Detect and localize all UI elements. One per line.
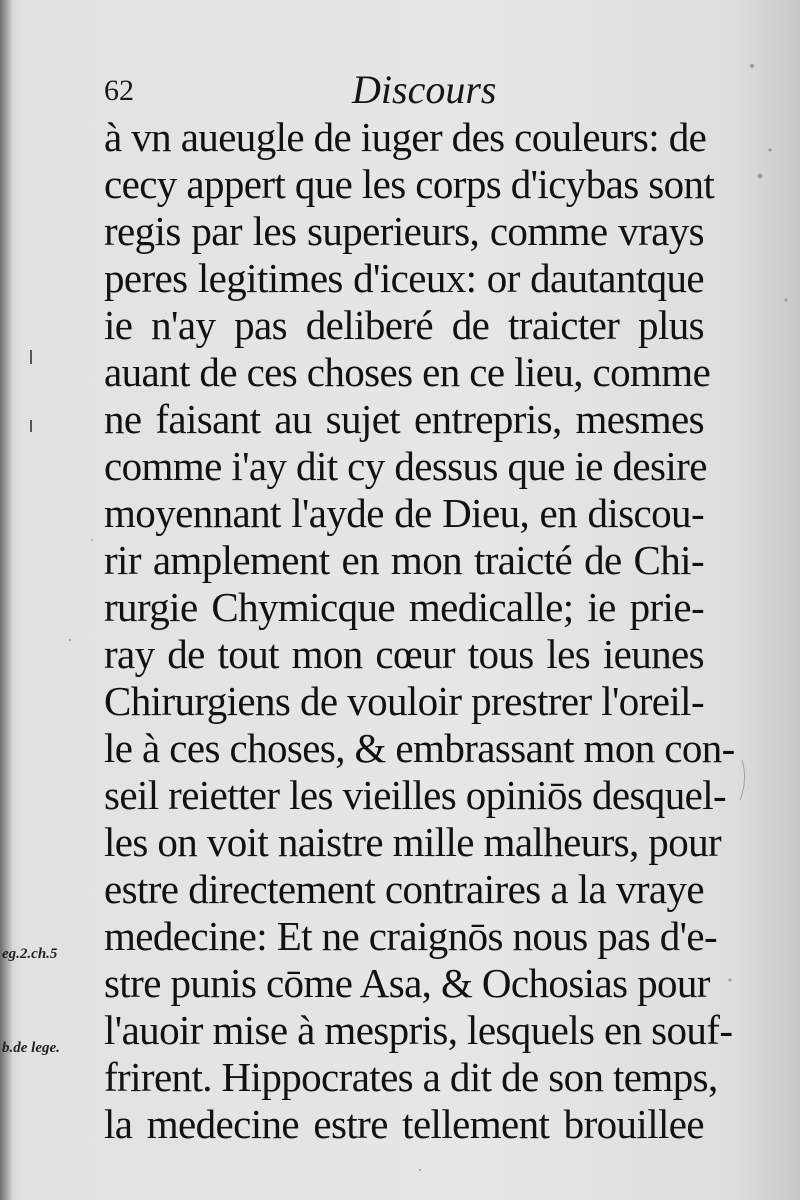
text-line: auant de ces choses en ce lieu, comme <box>104 349 711 395</box>
text-line: la medecine estre tellement brouillee <box>104 1101 704 1147</box>
text-line: ray de tout mon cœur tous les ieunes <box>104 631 704 677</box>
text-line: moyennant l'ayde de Dieu, en discou- <box>104 490 704 536</box>
running-head <box>0 66 800 116</box>
page-number: 62 <box>104 74 134 107</box>
text-line: rir amplement en mon traicté de Chi- <box>104 537 704 583</box>
text-line: rurgie Chymicque medicalle; ie prie- <box>104 584 704 630</box>
text-line: cecy appert que les corps d'icybas sont <box>104 161 715 207</box>
text-line: frirent. Hippocrates a dit de son temps, <box>104 1054 718 1100</box>
text-line: à vn aueugle de iuger des couleurs: de <box>104 114 707 160</box>
text-line: ie n'ay pas deliberé de traicter plus <box>104 302 704 348</box>
text-line: les on voit naistre mille malheurs, pour <box>104 819 722 865</box>
margin-ink-marks <box>30 350 34 470</box>
running-title: Discours <box>352 67 497 112</box>
text-line: Chirurgiens de vouloir prestrer l'oreil- <box>104 678 704 724</box>
text-line: regis par les superieurs, comme vrays <box>104 208 704 254</box>
text-line: ne faisant au sujet entrepris, mesmes <box>104 396 704 442</box>
text-line: comme i'ay dit cy dessus que ie desire <box>104 443 707 489</box>
body-text <box>104 114 735 1148</box>
text-line: l'auoir mise à mespris, lesquels en souf- <box>104 1007 733 1053</box>
marginal-note: b.de lege. <box>2 1040 60 1056</box>
text-line: peres legitimes d'iceux: or dautantque <box>104 255 704 301</box>
text-line: seil reietter les vieilles opiniōs desquel- <box>104 772 727 818</box>
marginal-note: eg.2.ch.5 <box>2 946 58 962</box>
text-line: medecine: Et ne craignōs nous pas d'e- <box>104 913 718 959</box>
text-line: le à ces choses, & embrassant mon con- <box>104 725 735 771</box>
text-line: stre punis cōme Asa, & Ochosias pour <box>104 960 710 1006</box>
text-line: estre directement contraires a la vraye <box>104 866 704 912</box>
